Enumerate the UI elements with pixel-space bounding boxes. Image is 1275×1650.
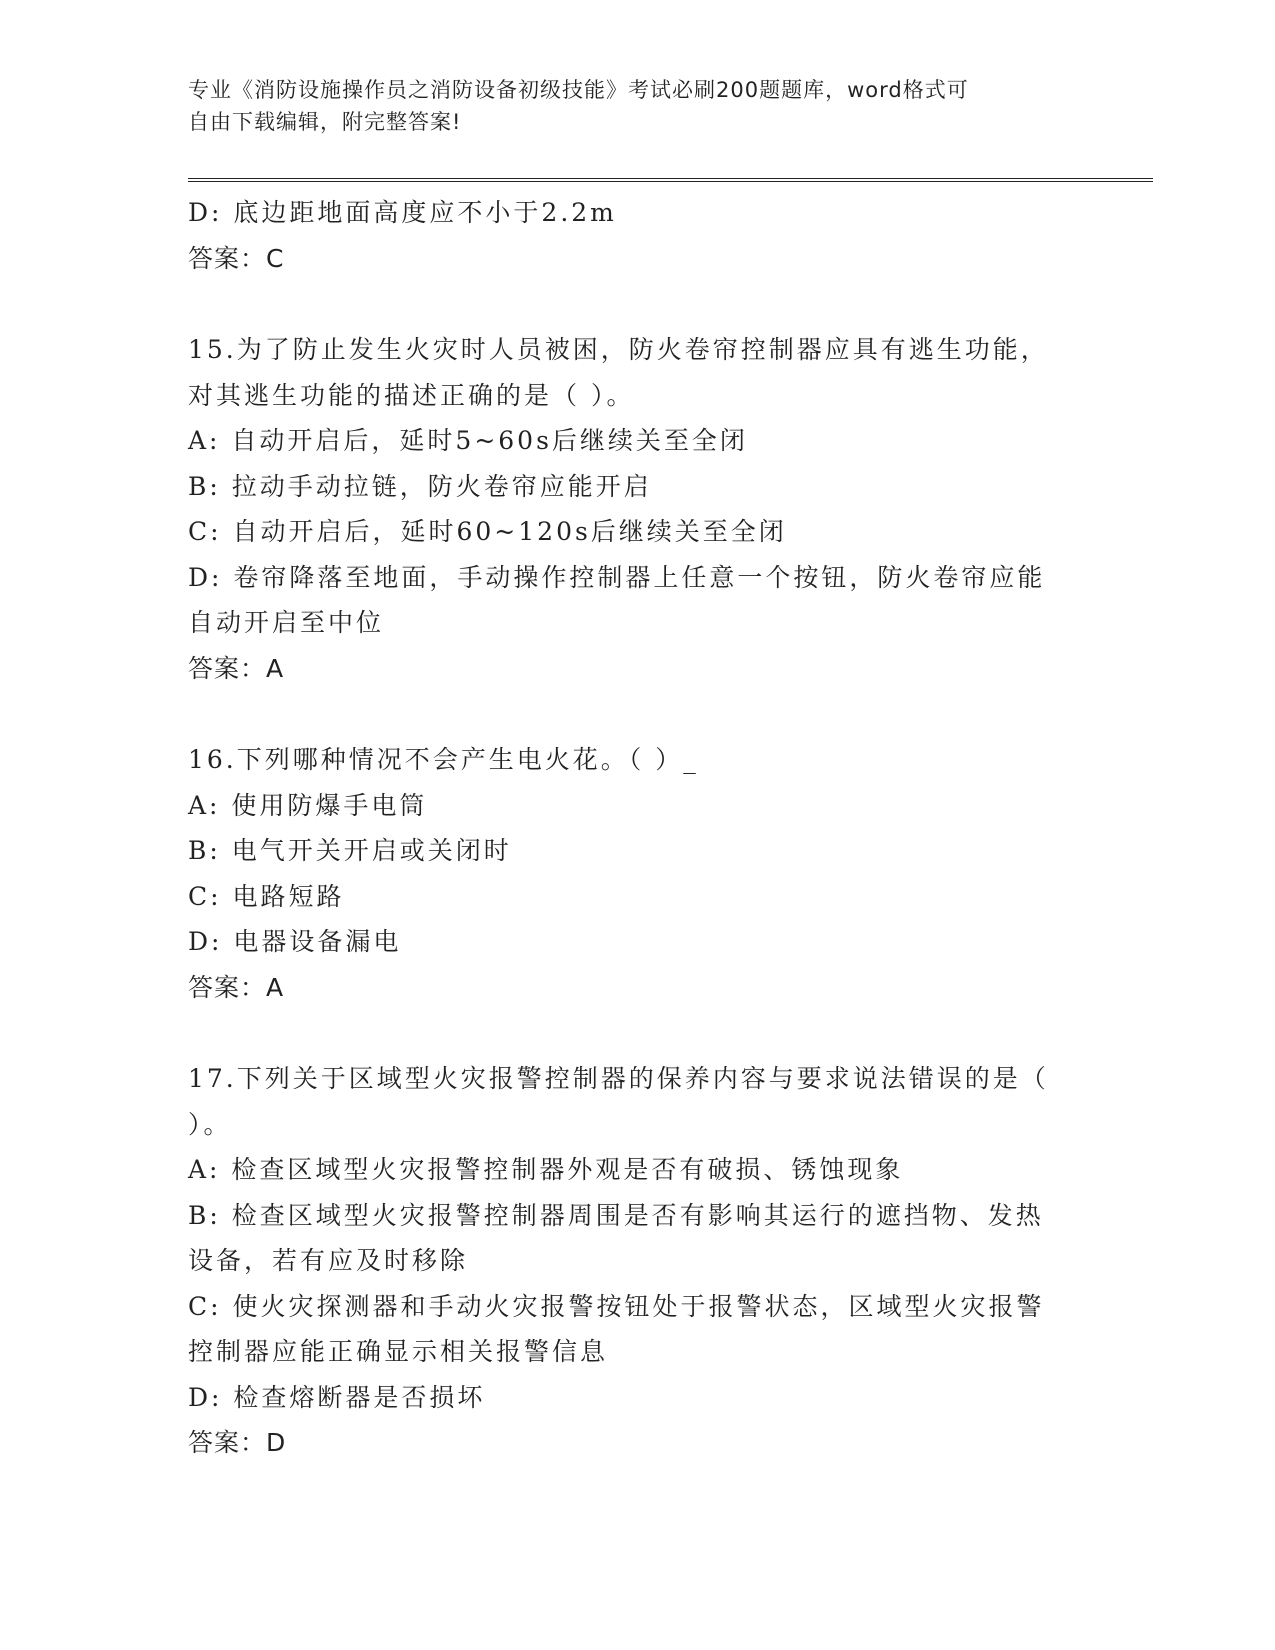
option-d: D: 底边距地面高度应不小于2.2m xyxy=(188,198,617,227)
option-c: C: 自动开启后，延时60~120s后继续关至全闭 xyxy=(188,517,787,546)
question-stem: 16.下列哪种情况不会产生电火花。（ ）_ xyxy=(188,745,699,774)
option-b: B: 检查区域型火灾报警控制器周围是否有影响其运行的遮挡物、发热 xyxy=(188,1200,1044,1230)
spacer xyxy=(188,281,1078,327)
option-d: D: 电器设备漏电 xyxy=(188,927,402,956)
answer-line: 答案：A xyxy=(188,972,285,1002)
answer-line: 答案：D xyxy=(188,1428,287,1457)
header-title-line-1: 专业《消防设施操作员之消防设备初级技能》考试必刷200题题库，word格式可 xyxy=(188,78,969,102)
option-b: B: 电气开关开启或关闭时 xyxy=(188,836,512,865)
answer-line: 答案：C xyxy=(188,243,285,273)
question-stem-continued: 对其逃生功能的描述正确的是（ ）。 xyxy=(188,380,635,410)
question-stem: 17.下列关于区域型火灾报警控制器的保养内容与要求说法错误的是（ xyxy=(188,1064,1049,1093)
question-stem: 15.为了防止发生火灾时人员被困，防火卷帘控制器应具有逃生功能， xyxy=(188,335,1049,364)
question-15 xyxy=(188,327,1078,691)
question-stem-continued: ）。 xyxy=(188,1109,232,1139)
answer-line: 答案：A xyxy=(188,653,285,683)
option-c-continued: 控制器应能正确显示相关报警信息 xyxy=(188,1337,609,1366)
question-content xyxy=(188,190,1078,1466)
option-d: D: 卷帘降落至地面，手动操作控制器上任意一个按钮，防火卷帘应能 xyxy=(188,562,1046,592)
spacer xyxy=(188,1010,1078,1056)
page-header xyxy=(188,74,1068,138)
option-a: A: 检查区域型火灾报警控制器外观是否有破损、锈蚀现象 xyxy=(188,1155,904,1184)
option-a: A: 使用防爆手电筒 xyxy=(188,790,428,820)
option-d: D: 检查熔断器是否损坏 xyxy=(188,1382,486,1412)
header-divider xyxy=(188,178,1153,182)
option-c: C: 电路短路 xyxy=(188,881,345,911)
spacer xyxy=(188,691,1078,737)
question-16 xyxy=(188,737,1078,1010)
option-b: B: 拉动手动拉链，防火卷帘应能开启 xyxy=(188,471,652,501)
option-c: C: 使火灾探测器和手动火灾报警按钮处于报警状态，区域型火灾报警 xyxy=(188,1291,1045,1321)
question-17 xyxy=(188,1056,1078,1466)
option-d-continued: 自动开启至中位 xyxy=(188,608,385,637)
option-a: A: 自动开启后，延时5~60s后继续关至全闭 xyxy=(188,426,748,455)
question-14-tail xyxy=(188,190,1078,281)
option-b-continued: 设备，若有应及时移除 xyxy=(188,1246,469,1275)
header-title-line-2: 自由下载编辑，附完整答案! xyxy=(188,110,462,134)
